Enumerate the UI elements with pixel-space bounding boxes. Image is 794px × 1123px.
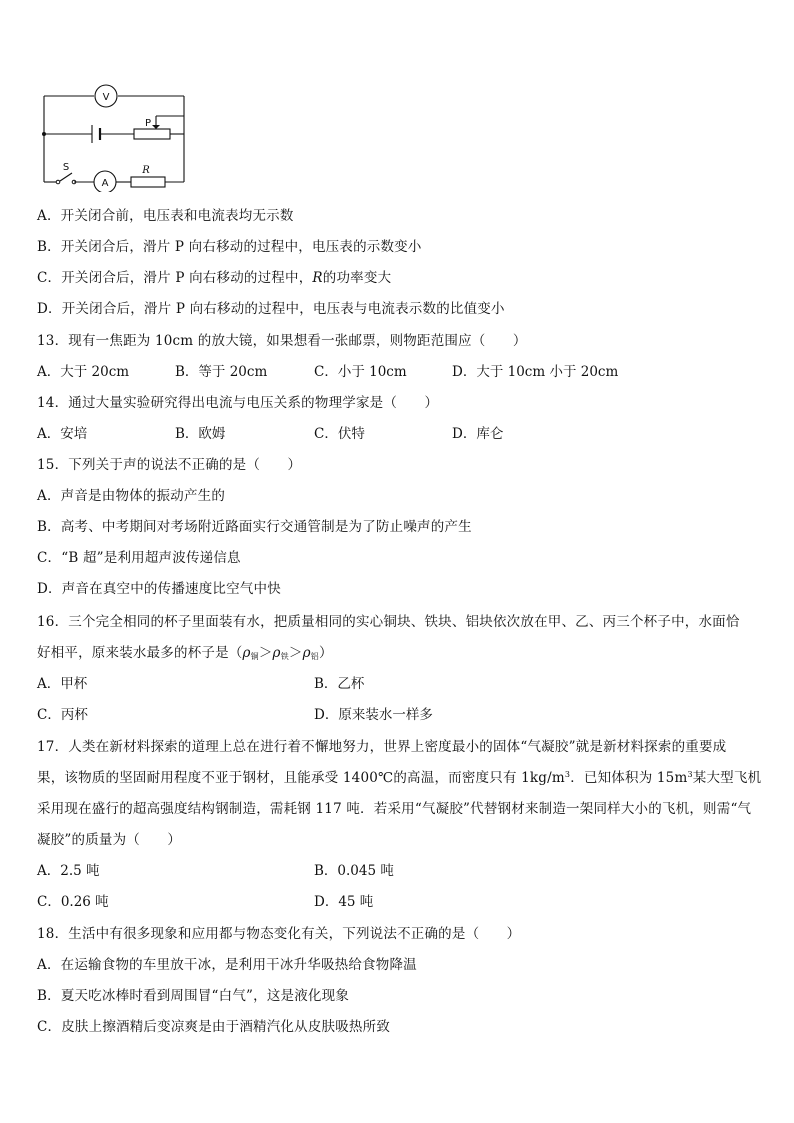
q15-stem: 15．下列关于声的说法不正确的是（ ） [37, 457, 302, 473]
ammeter-label: A [101, 178, 109, 189]
q17-line3: 采用现在盛行的超高强度结构钢制造，需耗钢 117 吨．若采用“气凝胶”代替钢材来制造一架同样大小的飞机，则需“气 [37, 801, 752, 817]
q12-option-b: B．开关闭合后，滑片 P 向右移动的过程中，电压表的示数变小 [37, 239, 422, 255]
gt-symbol: ＞ [258, 645, 273, 661]
q16-option-d: D．原来装水一样多 [314, 707, 433, 723]
q16-option-a: A．甲杯 [37, 676, 88, 692]
q17-line2-a: 果，该物质的坚固耐用程度不亚于钢材，且能承受 1400℃的高温，而密度只有 1kg/m [37, 770, 565, 786]
q14-option-d: D．库仑 [452, 426, 504, 442]
q17-sup: 3 [564, 770, 571, 779]
q16-option-b: B．乙杯 [314, 676, 365, 692]
rho-symbol: ρ [242, 645, 251, 661]
q16-stem-line2 [37, 644, 333, 666]
rho-sub-aluminum: 铝 [310, 652, 319, 661]
q17-option-c: C．0.26 吨 [37, 894, 109, 910]
rho-sub-iron: 铁 [280, 652, 289, 661]
circuit-diagram [36, 80, 196, 192]
q15-option-b: B．高考、中考期间对考场附近路面实行交通管制是为了防止噪声的产生 [37, 519, 472, 535]
q18-stem: 18．生活中有很多现象和应用都与物态变化有关，下列说法不正确的是（ ） [37, 926, 521, 942]
gt-symbol: ＞ [288, 645, 303, 661]
q14-stem: 14．通过大量实验研究得出电流与电压关系的物理学家是（ ） [37, 395, 439, 411]
rho-symbol: ρ [272, 645, 281, 661]
slider-label: P [144, 118, 152, 129]
q17-line4: 凝胶”的质量为（ ） [37, 832, 182, 848]
q16-option-c: C．丙杯 [37, 707, 88, 723]
q18-option-a: A．在运输食物的车里放干冰，是利用干冰升华吸热给食物降温 [37, 957, 417, 973]
q12-option-c-text: C．开关闭合后，滑片 P 向右移动的过程中， [37, 270, 313, 286]
q13-option-b: B．等于 20cm [175, 364, 268, 380]
q15-option-c: C．“B 超”是利用超声波传递信息 [37, 550, 241, 566]
voltmeter-label: V [102, 92, 110, 103]
switch-label: S [62, 162, 70, 173]
q14-option-c: C．伏特 [314, 426, 365, 442]
q18-option-b: B．夏天吃冰棒时看到周围冒“白气”，这是液化现象 [37, 988, 350, 1004]
q12-option-c [37, 269, 391, 287]
q17-line2-b: ．已知体积为 15m [570, 770, 688, 786]
q16-stem-text: 好相平，原来装水最多的杯子是（ [37, 645, 243, 661]
q18-option-c: C．皮肤上擦酒精后变凉爽是由于酒精汽化从皮肤吸热所致 [37, 1019, 391, 1035]
q12-option-a: A．开关闭合前，电压表和电流表均无示数 [37, 208, 294, 224]
rho-symbol: ρ [302, 645, 311, 661]
q14-option-a: A．安培 [37, 426, 88, 442]
close-paren: ） [318, 645, 333, 661]
rho-sub-copper: 铜 [250, 652, 259, 661]
q17-option-d: D．45 吨 [314, 894, 374, 910]
q13-option-c: C．小于 10cm [314, 364, 407, 380]
q14-option-b: B．欧姆 [175, 426, 226, 442]
q16-stem-line1: 16．三个完全相同的杯子里面装有水，把质量相同的实心铜块、铁块、铝块依次放在甲、乙、丙三个杯子中，水面恰 [37, 614, 740, 630]
q17-line2 [37, 769, 761, 787]
q13-stem: 13．现有一焦距为 10cm 的放大镜，如果想看一张邮票，则物距范围应（ ） [37, 333, 527, 349]
q15-option-d: D．声音在真空中的传播速度比空气中快 [37, 581, 281, 597]
q13-option-d: D．大于 10cm 小于 20cm [452, 364, 619, 380]
q17-line2-c: 某大型飞机 [692, 770, 762, 786]
q13-option-a: A．大于 20cm [37, 364, 130, 380]
q17-option-b: B．0.045 吨 [314, 863, 394, 879]
q12-option-d: D．开关闭合后，滑片 P 向右移动的过程中，电压表与电流表示数的比值变小 [37, 301, 505, 317]
q15-option-a: A．声音是由物体的振动产生的 [37, 488, 226, 504]
q17-sup2: 3 [687, 770, 693, 779]
resistor-label: R [142, 165, 150, 176]
q12-option-c-var: R [312, 270, 323, 286]
q17-option-a: A．2.5 吨 [37, 863, 100, 879]
q17-line1: 17．人类在新材料探索的道理上总在进行着不懈地努力，世界上密度最小的固体“气凝胶”就是新材料探索的重要成 [37, 739, 727, 755]
q12-option-c-tail: 的功率变大 [322, 270, 392, 286]
